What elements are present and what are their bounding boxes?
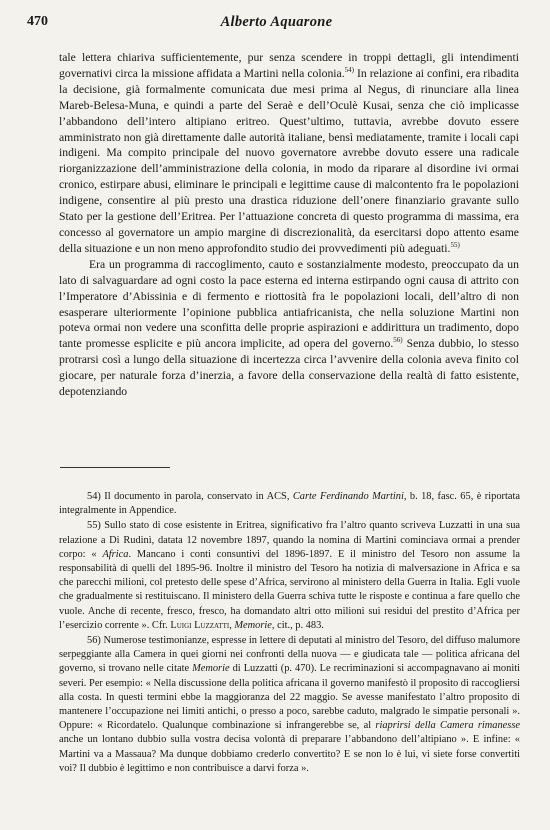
text-run: 56) Numerose testimonianze, espresse in lettere di deputati al ministro del Tesoro, del diffuso malumore serpeggiante alla Camera in quei giorni nei confronti della nuova — e giudicata tale — politica africana del governo, si trovano nelle citate: [59, 635, 520, 675]
footnote-56: [59, 634, 520, 776]
paragraph: [59, 257, 519, 400]
footnote-ref: 54): [344, 66, 355, 75]
paragraph: [59, 50, 519, 257]
page-header: [27, 14, 526, 34]
text-run: Memorie: [234, 619, 272, 631]
footnote-ref: 56): [393, 336, 403, 345]
text-run: 55) Sullo stato di cose esistente in Eritrea, significativo fra l’altro quanto scriveva Luzzatti in una sua relazione a Di Rudinì, datata 12 novembre 1897, quando la nomina di Martini cominciava ormai a prender corpo: «: [59, 520, 520, 560]
footnote-54: [59, 490, 520, 518]
main-text: [59, 50, 519, 400]
text-run: Memorie: [192, 663, 230, 675]
footnote-55: [59, 519, 520, 633]
footnotes: [59, 490, 520, 777]
text-run: ,: [229, 619, 235, 631]
footnote-ref: 55): [450, 240, 460, 249]
text-run: In relazione ai confini, era ribadita la decisione, già formalmente comunicata due mesi prima al Negus, di rinunciare alla linea Mareb-Belesa-Muna, e quindi a parte del Seraè e dell’Oculè Kusai, senza che ciò implicasse l’abbandono dell’intero altipiano eritreo. Quest’ultimo, tuttavia, avrebbe dovuto essere amministrato non già direttamente dalle autorità italiane, bensì mediatamente, tramite i locali capi indigeni. Ma compito principale del nuovo governatore avrebbe dovuto essere una radicale riorganizzazione dell’amministrazione della colonia, in modo da riparare al disordine ivi ormai cronico, estirpare abusi, eliminare le principali e legittime cause di malcontento fra le popolazioni indigene, consentire al più presto una drastica riduzione dell’onere finanziario gravante sullo Stato per la gestione dell’Eritrea. Per l’attuazione concreta di questo programma di massima, era concesso al governatore un ampio margine di discrezionalità, da esercitarsi dopo attento esame della situazione e un non meno approfondito studio dei provvedimenti più adeguati.: [59, 66, 519, 255]
text-run: anche un lontano dubbio sulla vostra decisa volontà di preparare l’abbandono dell’altipiano ». E infine: « Martini va a Massaua? Ma dunque dobbiamo crederlo convertito? E se non lo è lui, vi siete forse convertiti voi? Il dubbio è legittimo e non contribuisce a darvi forza ».: [59, 734, 520, 774]
text-run: Senza dubbio, lo stesso protrarsi così a lungo della situazione di incertezza circa l’avvenire della colonia aveva finito col giocare, per naturale forza d’inerzia, a favore della conservazione della realtà di fatto esistente, depotenziando: [59, 337, 519, 399]
text-run: Carte Ferdinando Martini: [292, 491, 404, 502]
text-run: di Luzzatti (p. 470). Le recriminazioni si accompagnavano ai moniti severi. Per esempio: « Nella discussione della politica africana il governo manifestò il proposito di raccogliersi alla costa. In questi termini ebbe la maggioranza del 22 maggio. Se avesse manifestato l’altro proposito di mantenere l’occupazione nei limiti antichi, o presso a poco, sarebbe caduto, malgrado le simpatie personali ». Oppure: « Ricordatelo. Qualunque combinazione si infrangerebbe se, al: [59, 663, 520, 732]
text-run: riaprirsi della Camera rimanesse: [375, 720, 520, 732]
text-run: 54) Il documento in parola, conservato in ACS,: [87, 491, 293, 502]
page-number: 470: [27, 14, 48, 29]
text-run: Luigi Luzzatti: [170, 619, 230, 631]
text-run: tale lettera chiariva sufficientemente, pur senza scendere in troppi dettagli, gli intendimenti governativi circa la missione affidata a Martini nella colonia.: [59, 51, 519, 80]
text-run: , b. 18, fasc. 65, è riportata integralmente in Appendice.: [59, 491, 520, 517]
text-run: . Mancano i conti consuntivi del 1896-1897. E il ministro del Tesoro non assume la responsabilità di quelli del 1895-96. Inoltre il ministro del Tesoro ha notizia di malversazione in Africa e sa che parecchi milioni, col pretesto delle spese d’Africa, servirono al ministero della Guerra in Italia. Egli vuole che gradualmente si restituiscano. Il ministero della Guerra schiva tutte le risposte e continua a fare quello che vuole. Anche di recente, fresco, fresco, ha domandato altri otto milioni sui residui del prestito d’Africa per l’esercizio corrente ». Cfr.: [59, 548, 520, 631]
footnote-divider: [60, 467, 170, 468]
text-run: , cit., p. 483.: [271, 619, 324, 631]
text-run: Africa: [102, 548, 129, 560]
text-run: Era un programma di raccoglimento, cauto e sostanzialmente modesto, preoccupato da un lato di salvaguardare ad ogni costo la pace esterna ed interna estirpando ogni causa di attrito con l’Imperatore d’Abissinia e di fermento e riottosità fra le popolazioni locali, dell’altro di non esasperare ulteriormente l’opinione pubblica antiafricanista, che nella soluzione Martini non poteva ormai non vedere una sconfitta delle proprie aspirazioni e addirittura un tradimento, dopo tante promesse esplicite e più ancora implicite, ad opera del governo.: [59, 257, 519, 351]
running-head: Alberto Aquarone: [220, 14, 333, 30]
